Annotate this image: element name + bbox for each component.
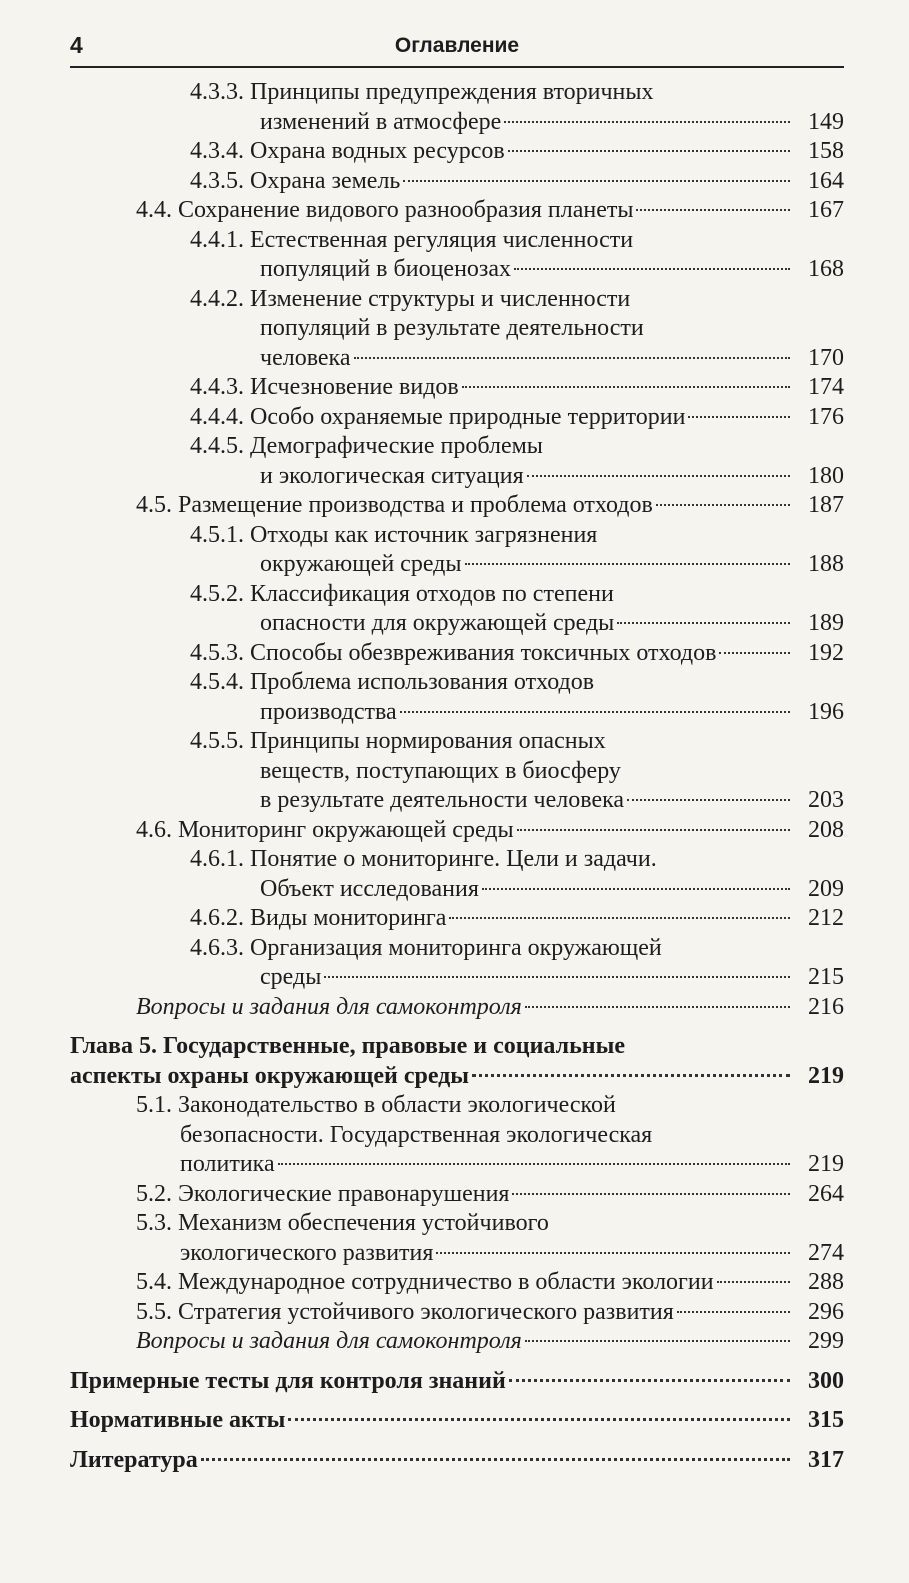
running-header — [70, 30, 844, 68]
toc-entry-number: 4.3.4. — [190, 138, 244, 164]
toc-entry-5-1[interactable]: 5.1. Законодательство в области экологической безопасности. Государственная экологическая политика 219 — [136, 1092, 844, 1177]
toc-entry-title-line: популяций в биоценозах — [260, 256, 512, 282]
dot-leader — [525, 1006, 790, 1008]
toc-entry-number: 5.1. — [136, 1092, 172, 1118]
toc-entry-number: 4.5.5. — [190, 728, 244, 754]
toc-entry-title-line: Сохранение видового разнообразия планеты — [178, 197, 634, 223]
dot-leader — [525, 1340, 790, 1342]
toc-entry-title-line: безопасности. Государственная экологическая — [180, 1121, 653, 1148]
toc-entry-title-line: Понятие о мониторинге. Цели и задачи. — [250, 846, 657, 872]
toc-entry-title-line: Примерные тесты для контроля знаний — [70, 1367, 506, 1394]
toc-entry-number: 4.4.1. — [190, 226, 244, 253]
toc-entry-4-5-2[interactable]: 4.5.2. Классификация отходов по степени опасности для окружающей среды 189 — [190, 580, 844, 636]
dot-leader — [403, 180, 790, 182]
dot-leader — [449, 917, 790, 919]
toc-entry-number: 5.2. — [136, 1180, 172, 1207]
section-gap — [70, 1436, 844, 1446]
toc-entry-title-line: Глава 5. Государственные, правовые и социальные — [70, 1033, 626, 1059]
toc-page-number: 299 — [808, 1328, 844, 1354]
toc-entry-title-line: Литература — [70, 1446, 198, 1473]
toc-entry-tests[interactable] — [70, 1367, 844, 1397]
toc-entry-number: 4.5. — [136, 492, 172, 518]
toc-entry-number: 5.5. — [136, 1298, 172, 1325]
toc-entry-number: 4.3.5. — [190, 167, 244, 194]
running-title: Оглавление — [394, 34, 520, 57]
dot-leader — [636, 209, 790, 211]
toc-entry-title-line: Мониторинг окружающей среды — [178, 816, 514, 843]
toc-entry-number: 4.5.1. — [190, 521, 244, 548]
toc-entry-title-line: Проблема использования отходов — [250, 669, 595, 695]
toc-entry-title-line: и экологическая ситуация — [260, 462, 524, 489]
table-of-contents — [70, 78, 844, 1475]
toc-entry-title-line: аспекты охраны окружающей среды — [70, 1062, 470, 1089]
dot-leader — [512, 1193, 790, 1195]
toc-entry-number: 4.6.3. — [190, 934, 244, 961]
toc-entry-lit[interactable] — [70, 1446, 844, 1476]
toc-entry-title-line: производства — [260, 698, 397, 725]
toc-entry-title-line: Вопросы и задания для самоконтроля — [136, 1328, 522, 1354]
toc-entry-title-line: Объект исследования — [260, 875, 479, 902]
dot-leader — [288, 1418, 790, 1421]
dot-leader — [514, 268, 790, 270]
dot-leader — [527, 475, 790, 477]
section-gap — [70, 1396, 844, 1406]
toc-entry-q5[interactable] — [70, 1327, 844, 1357]
toc-page-number: 315 — [808, 1407, 844, 1433]
toc-entry-number: 5.4. — [136, 1269, 172, 1295]
dot-leader — [656, 504, 790, 506]
toc-entry-title-line: веществ, поступающих в биосферу — [260, 757, 621, 784]
toc-entry-4-4-3[interactable]: 4.4.3. Исчезновение видов 174 — [190, 374, 844, 400]
toc-entry-number: 4.6.2. — [190, 905, 244, 931]
toc-entry-title-line: Охрана земель — [250, 167, 401, 194]
toc-entry-4-4-4[interactable]: 4.4.4. Особо охраняемые природные территории 176 — [190, 403, 844, 430]
toc-entry-title-line: Охрана водных ресурсов — [250, 138, 505, 164]
toc-entry-title-line: Экологические правонарушения — [178, 1180, 510, 1207]
toc-entry-4-5-1[interactable]: 4.5.1. Отходы как источник загрязнения окружающей среды 188 — [190, 521, 844, 577]
toc-entry-4-3-4[interactable]: 4.3.4. Охрана водных ресурсов 158 — [190, 138, 844, 164]
dot-leader — [677, 1311, 790, 1313]
toc-entry-number: 4.5.4. — [190, 669, 244, 695]
toc-entry-5-3[interactable]: 5.3. Механизм обеспечения устойчивого экологического развития 274 — [136, 1210, 844, 1266]
toc-entry-5-4[interactable]: 5.4. Международное сотрудничество в области экологии 288 — [136, 1269, 844, 1295]
toc-entry-number: 4.4.4. — [190, 403, 244, 430]
toc-entry-number: 5.3. — [136, 1210, 172, 1236]
section-gap — [70, 1357, 844, 1367]
toc-entry-title-line: популяций в результате деятельности — [260, 315, 644, 341]
toc-entry-title-line: среды — [260, 964, 322, 990]
toc-entry-4-5-3[interactable]: 4.5.3. Способы обезвреживания токсичных отходов 192 — [190, 639, 844, 666]
toc-entry-title-line: человека — [260, 344, 351, 371]
toc-entry-title-line: Виды мониторинга — [250, 905, 447, 931]
dot-leader — [508, 150, 790, 152]
toc-page-number: 300 — [808, 1367, 844, 1394]
dot-leader — [688, 416, 790, 418]
toc-entry-4-4[interactable]: 4.4. Сохранение видового разнообразия планеты 167 — [136, 197, 844, 223]
toc-entry-number: 4.6.1. — [190, 846, 244, 872]
toc-entry-title-line: в результате деятельности человека — [260, 787, 625, 813]
toc-entry-4-5-5[interactable]: 4.5.5. Принципы нормирования опасных веществ, поступающих в биосферу в результате деятельности человека 203 — [190, 728, 844, 813]
toc-entry-title-line: Способы обезвреживания токсичных отходов — [250, 639, 717, 666]
toc-entry-4-5[interactable]: 4.5. Размещение производства и проблема отходов 187 — [136, 492, 844, 518]
dot-leader — [509, 1379, 790, 1382]
toc-entry-number: 4.3.3. — [190, 79, 244, 105]
dot-leader — [354, 357, 791, 359]
toc-entry-title-line: Стратегия устойчивого экологического развития — [178, 1298, 674, 1325]
dot-leader — [504, 121, 790, 123]
toc-entry-4-4-1[interactable]: 4.4.1. Естественная регуляция численности популяций в биоценозах 168 — [190, 226, 844, 282]
dot-leader — [201, 1458, 790, 1461]
toc-entry-5-5[interactable]: 5.5. Стратегия устойчивого экологического развития 296 — [136, 1298, 844, 1325]
toc-entry-title-line: Вопросы и задания для самоконтроля — [136, 993, 522, 1020]
dot-leader — [400, 711, 790, 713]
dot-leader — [324, 976, 790, 978]
toc-entry-title-line: Исчезновение видов — [250, 374, 459, 400]
dot-leader — [436, 1252, 790, 1254]
toc-entry-title-line: Отходы как источник загрязнения — [250, 521, 598, 548]
toc-entry-number: 4.5.3. — [190, 639, 244, 666]
dot-leader — [627, 799, 790, 801]
toc-entry-title-line: изменений в атмосфере — [260, 108, 502, 135]
toc-entry-title-line: Особо охраняемые природные территории — [250, 403, 686, 430]
toc-entry-5-2[interactable]: 5.2. Экологические правонарушения 264 — [136, 1180, 844, 1207]
toc-entry-number: 4.4. — [136, 197, 172, 223]
toc-entry-4-6[interactable]: 4.6. Мониторинг окружающей среды 208 — [136, 816, 844, 843]
toc-entry-number: 4.5.2. — [190, 580, 244, 607]
toc-entry-number: 4.6. — [136, 816, 172, 843]
toc-page-number: 317 — [808, 1446, 844, 1473]
toc-entry-title-line: Размещение производства и проблема отходов — [178, 492, 653, 518]
toc-entry-title-line: Естественная регуляция численности — [250, 226, 634, 253]
toc-entry-q4[interactable] — [70, 993, 844, 1023]
toc-entry-4-3-5[interactable]: 4.3.5. Охрана земель 164 — [190, 167, 844, 194]
toc-entry-title-line: окружающей среды — [260, 551, 462, 577]
dot-leader — [482, 888, 790, 890]
toc-entry-title-line: экологического развития — [180, 1239, 434, 1266]
dot-leader — [517, 829, 790, 831]
toc-entry-4-3-3[interactable]: 4.3.3. Принципы предупреждения вторичных изменений в атмосфере 149 — [190, 79, 844, 135]
toc-entry-4-5-4[interactable]: 4.5.4. Проблема использования отходов производства 196 — [190, 669, 844, 725]
toc-entry-title-line: политика — [180, 1151, 275, 1177]
dot-leader — [617, 622, 790, 624]
page-number: 4 — [70, 32, 83, 58]
toc-entry-title-line: Классификация отходов по степени — [250, 580, 614, 607]
toc-entry-title-line: Изменение структуры и численности — [250, 285, 631, 312]
dot-leader — [472, 1074, 790, 1077]
toc-entry-title-line: Демографические проблемы — [250, 433, 543, 459]
toc-entry-acts[interactable] — [70, 1406, 844, 1436]
toc-entry-title-line: Организация мониторинга окружающей — [250, 934, 662, 961]
toc-entry-4-6-2[interactable]: 4.6.2. Виды мониторинга 212 — [190, 905, 844, 931]
toc-page-number: 216 — [808, 993, 844, 1020]
toc-entry-title-line: Принципы нормирования опасных — [250, 728, 606, 754]
toc-entry-title-line: опасности для окружающей среды — [260, 610, 615, 636]
toc-entry-4-4-5[interactable]: 4.4.5. Демографические проблемы и экологическая ситуация 180 — [190, 433, 844, 489]
dot-leader — [719, 652, 790, 654]
dot-leader — [278, 1163, 790, 1165]
toc-entry-4-6-1[interactable]: 4.6.1. Понятие о мониторинге. Цели и задачи. Объект исследования 209 — [190, 846, 844, 902]
dot-leader — [462, 386, 790, 388]
toc-entry-number: 4.4.5. — [190, 433, 244, 459]
toc-entry-number: 4.4.3. — [190, 374, 244, 400]
section-gap — [70, 1022, 844, 1032]
toc-entry-4-4-2[interactable]: 4.4.2. Изменение структуры и численности популяций в результате деятельности человека 170 — [190, 285, 844, 371]
toc-entry-ch5[interactable] — [70, 1032, 844, 1091]
toc-entry-title-line: Законодательство в области экологической — [178, 1092, 616, 1118]
toc-entry-title-line: Механизм обеспечения устойчивого — [178, 1210, 549, 1236]
toc-page-number: 219 — [808, 1062, 844, 1089]
toc-entry-number: 4.4.2. — [190, 285, 244, 312]
dot-leader — [717, 1281, 790, 1283]
toc-entry-title-line: Принципы предупреждения вторичных — [250, 79, 654, 105]
toc-entry-4-6-3[interactable]: 4.6.3. Организация мониторинга окружающей среды 215 — [190, 934, 844, 990]
dot-leader — [465, 563, 791, 565]
toc-entry-title-line: Международное сотрудничество в области экологии — [178, 1269, 714, 1295]
toc-entry-title-line: Нормативные акты — [70, 1407, 286, 1433]
